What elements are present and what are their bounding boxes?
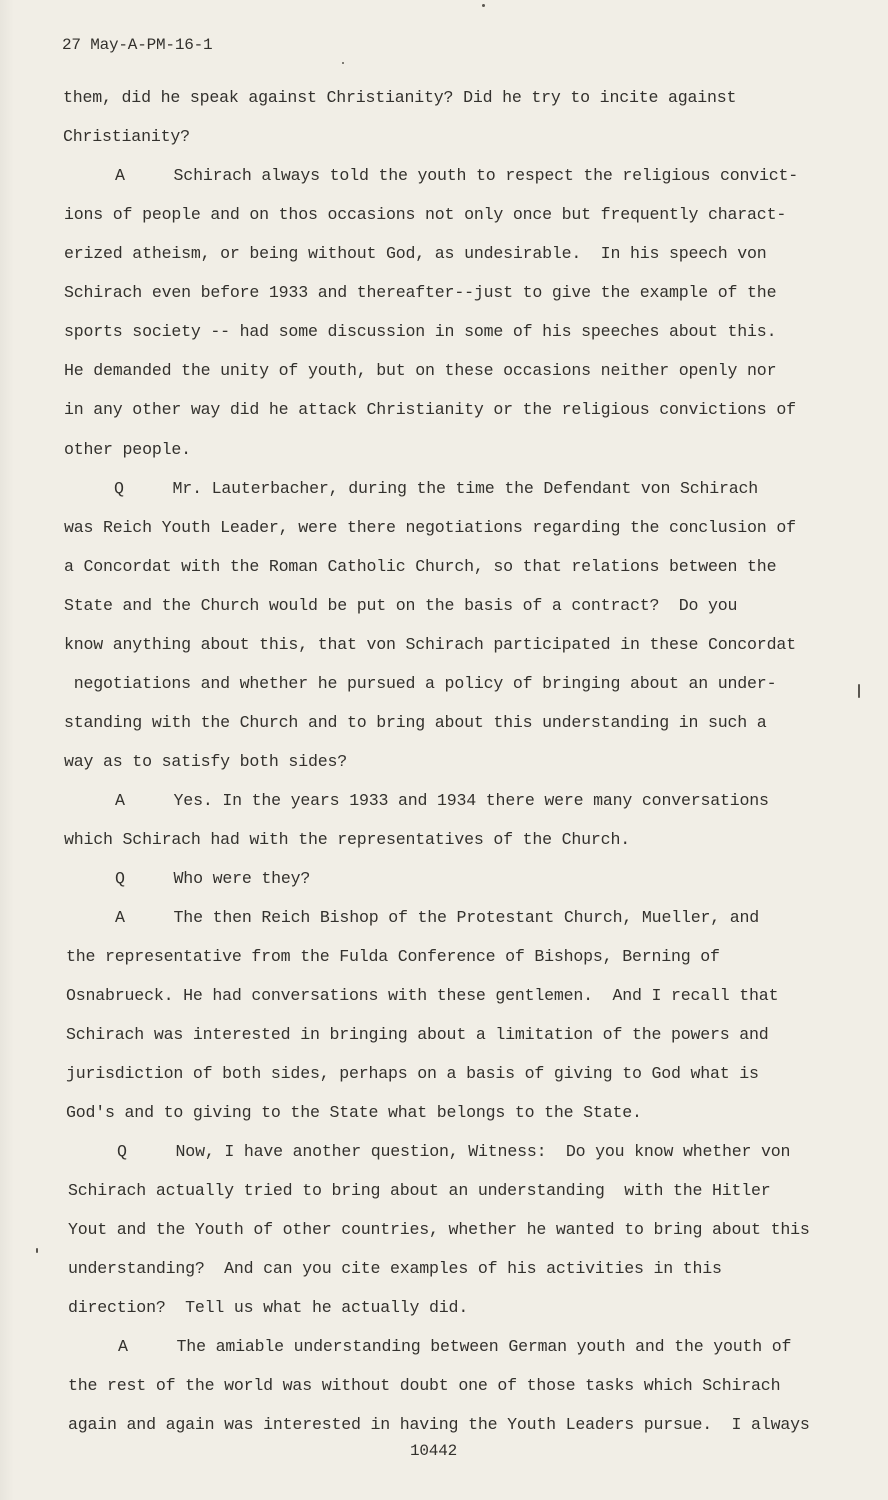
transcript-line: A Yes. In the years 1933 and 1934 there were many conversations <box>115 791 769 810</box>
transcript-line: erized atheism, or being without God, as undesirable. In his speech von <box>64 244 767 263</box>
transcript-line: Schirach even before 1933 and thereafter--just to give the example of the <box>64 283 777 302</box>
scan-speck <box>858 684 860 698</box>
transcript-line: sports society -- had some discussion in some of his speeches about this. <box>64 322 777 341</box>
transcript-line: standing with the Church and to bring about this understanding in such a <box>64 713 767 732</box>
transcript-line: was Reich Youth Leader, were there negotiations regarding the conclusion of <box>64 518 796 537</box>
transcript-line: Schirach actually tried to bring about an understanding with the Hitler <box>68 1181 771 1200</box>
transcript-line: the representative from the Fulda Conference of Bishops, Berning of <box>66 947 720 966</box>
scan-speck <box>36 1248 38 1253</box>
transcript-line: He demanded the unity of youth, but on these occasions neither openly nor <box>64 361 777 380</box>
transcript-line: way as to satisfy both sides? <box>64 752 347 771</box>
transcript-line: which Schirach had with the representatives of the Church. <box>64 830 630 849</box>
scan-shadow <box>0 0 14 1500</box>
transcript-line: negotiations and whether he pursued a policy of bringing about an under- <box>64 674 777 693</box>
transcript-line: direction? Tell us what he actually did. <box>68 1298 469 1317</box>
transcript-line: Q Now, I have another question, Witness: Do you know whether von <box>117 1142 791 1161</box>
transcript-line: God's and to giving to the State what belongs to the State. <box>66 1103 642 1122</box>
transcript-line: A The amiable understanding between German youth and the youth of <box>118 1337 792 1356</box>
scan-speck <box>482 4 485 7</box>
transcript-line: Q Mr. Lauterbacher, during the time the Defendant von Schirach <box>114 479 759 498</box>
transcript-line: Osnabrueck. He had conversations with these gentlemen. And I recall that <box>66 986 779 1005</box>
transcript-line: jurisdiction of both sides, perhaps on a basis of giving to God what is <box>66 1064 759 1083</box>
transcript-line: again and again was interested in having the Youth Leaders pursue. I always <box>68 1415 810 1434</box>
document-reference: 27 May-A-PM-16-1 <box>62 36 213 54</box>
transcript-line: know anything about this, that von Schirach participated in these Concordat <box>64 635 796 654</box>
transcript-line: the rest of the world was without doubt one of those tasks which Schirach <box>68 1376 781 1395</box>
scan-speck <box>342 62 344 64</box>
transcript-line: a Concordat with the Roman Catholic Church, so that relations between the <box>64 557 777 576</box>
transcript-line: Schirach was interested in bringing about a limitation of the powers and <box>66 1025 769 1044</box>
page-number: 10442 <box>410 1442 458 1460</box>
transcript-line: A Schirach always told the youth to respect the religious convict- <box>115 166 799 185</box>
transcript-line: ions of people and on thos occasions not only once but frequently charact- <box>64 205 787 224</box>
transcript-line: them, did he speak against Christianity? Did he try to incite against <box>63 88 737 107</box>
transcript-line: State and the Church would be put on the basis of a contract? Do you <box>64 596 738 615</box>
transcript-line: in any other way did he attack Christianity or the religious convictions of <box>64 400 796 419</box>
transcript-line: understanding? And can you cite examples of his activities in this <box>68 1259 722 1278</box>
transcript-line: Christianity? <box>63 127 190 146</box>
transcript-line: other people. <box>64 440 191 459</box>
transcript-line: A The then Reich Bishop of the Protestant Church, Mueller, and <box>115 908 760 927</box>
transcript-line: Yout and the Youth of other countries, whether he wanted to bring about this <box>68 1220 810 1239</box>
transcript-line: Q Who were they? <box>115 869 311 888</box>
